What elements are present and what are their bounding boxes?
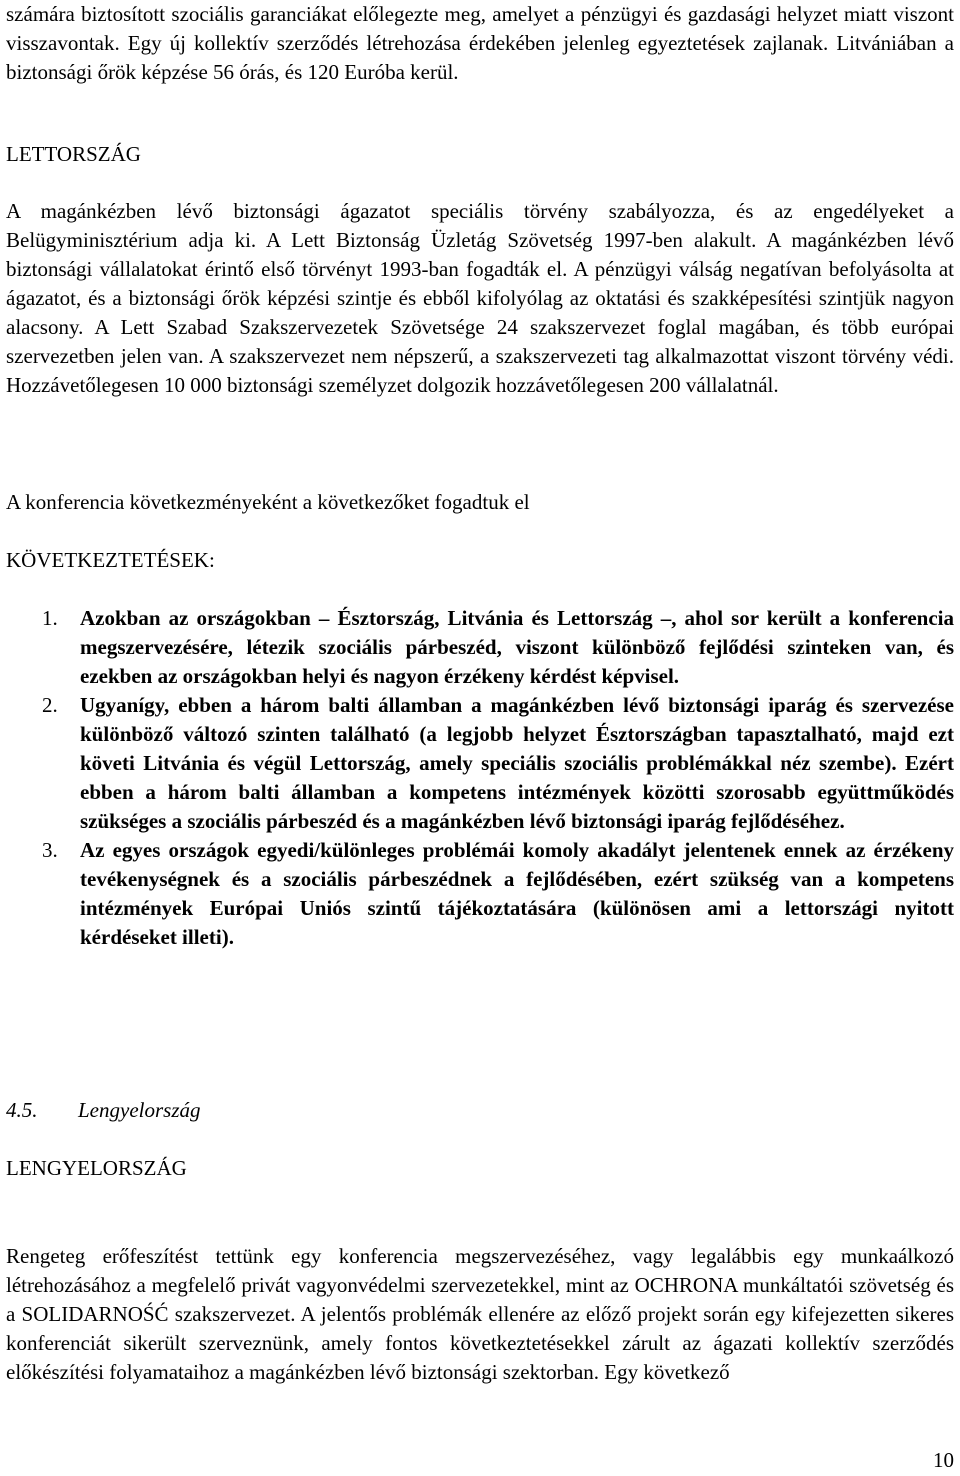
conclusion-text: Az egyes országok egyedi/különleges problémái komoly akadályt jelentenek ennek az érzékeny tevékenységnek és a szociális párbeszédnek a fejlődésében, ezért szükség van a kompetens intézmények Európai Uniós szintű tájékoztatására (különösen ami a lettországi nyitott kérdéseket illeti). [80, 838, 954, 949]
latvia-heading: LETTORSZÁG [6, 142, 141, 166]
latvia-paragraph: A magánkézben lévő biztonsági ágazatot speciális törvény szabályozza, és az engedélyeket a Belügyminisztérium adja ki. A Lett Biztonság Üzletág Szövetség 1997-ben alakult. A magánkézben lévő biztonsági vállalatokat érintő első törvényt 1993-ban fogadták el. A pénzügyi válság negatívan befolyásolta at ágazatot, és a biztonsági őrök képzési szintje és ebből kifolyólag az oktatási és szakképesítési szintjük nagyon alacsony. A Lett Szabad Szakszervezetek Szövetsége 24 szakszervezet foglal magában, és több európai szervezetben jelen van. A szakszervezet nem népszerű, a szakszervezeti tag alkalmazottat viszont törvény védi. Hozzávetőlegesen 10 000 biztonsági személyzet dolgozik hozzávetőlegesen 200 vállalatnál. [6, 199, 954, 397]
subsection-number: 4.5. [6, 1098, 38, 1122]
conference-sentence: A konferencia következményeként a következőket fogadtuk el [6, 490, 530, 514]
conclusions-list [6, 604, 954, 952]
subsection-name: Lengyelország [78, 1098, 201, 1122]
poland-paragraph: Rengeteg erőfeszítést tettünk egy konferencia megszervezéséhez, vagy legalábbis egy munkaálkozó létrehozásához a megfelelő privát vagyonvédelmi szervezetekkel, mint az OCHRONA munkáltatói szövetség és a SOLIDARNOŚĆ szakszervezet. A jelentős problémák ellenére az előző projekt során egy kifejezetten sikeres konferenciát sikerült szerveznünk, amely fontos következtetésekkel zárult az ágazati kollektív szerződés előkészítési folyamataihoz a magánkézben lévő biztonsági szektorban. Egy következő [6, 1244, 954, 1384]
conclusion-text: Azokban az országokban – Észtország, Litvánia és Lettország –, ahol sor került a konferencia megszervezésére, létezik szociális párbeszéd, viszont különböző fejlődési szinteken van, és ezekben az országokban helyi és nagyon érzékeny kérdést képvisel. [80, 606, 954, 688]
conclusion-number: 1. [42, 606, 58, 630]
conclusions-heading: KÖVETKEZTETÉSEK: [6, 548, 215, 572]
conclusion-text: Ugyanígy, ebben a három balti államban a magánkézben lévő biztonsági iparág és szervezése különböző változó szinten található (a legjobb helyzet Észtországban tapasztalható, majd ezt követi Litvánia és végül Lettország, amely speciális szociális problémákkal néz szembe). Ezért ebben a három balti államban a kompetens intézmények közötti szorosabb együttműködés szükséges a szociális párbeszéd és a magánkézben lévő biztonsági iparág fejlődéséhez. [80, 693, 954, 833]
conclusion-item-1 [6, 604, 954, 691]
poland-heading: LENGYELORSZÁG [6, 1156, 187, 1180]
conclusion-item-3 [6, 836, 954, 952]
conclusion-item-2 [6, 691, 954, 836]
conclusion-number: 3. [42, 838, 58, 862]
subsection-title [6, 1096, 201, 1125]
conclusion-number: 2. [42, 693, 58, 717]
page-number: 10 [933, 1448, 954, 1472]
intro-paragraph: számára biztosított szociális garanciákat előlegezte meg, amelyet a pénzügyi és gazdasági helyzet miatt viszont visszavontak. Egy új kollektív szerződés létrehozása érdekében jelenleg egyeztetések zajlanak. Litvániában a biztonsági őrök képzése 56 órás, és 120 Euróba kerül. [6, 2, 954, 84]
